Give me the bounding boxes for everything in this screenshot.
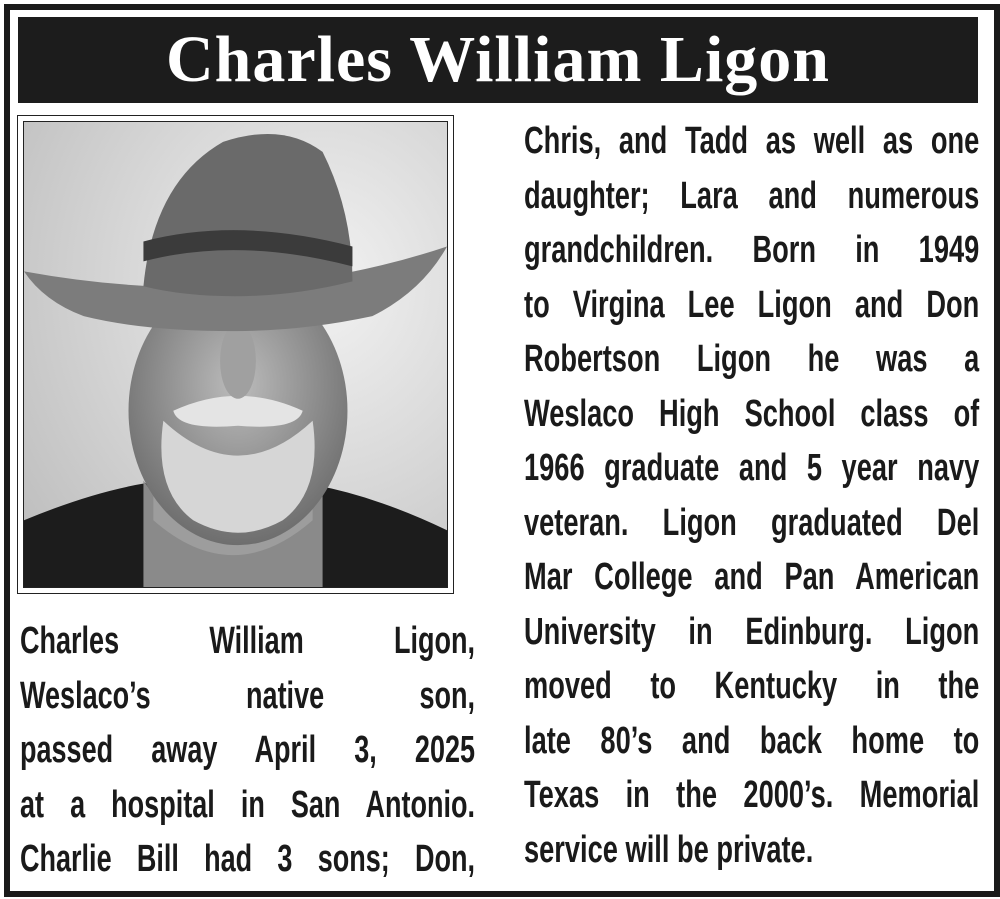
text-line: Charlie Bill had 3 sons; Don,: [20, 838, 476, 880]
text-line: Charles William Ligon,: [20, 620, 476, 662]
text-line: Mar College and Pan American: [524, 556, 980, 598]
obituary-text-right-column: [524, 114, 979, 877]
title-banner: [18, 17, 978, 103]
text-line: veteran. Ligon graduated Del: [524, 501, 980, 544]
portrait-photo: [23, 121, 448, 588]
text-line: moved to Kentucky in the: [524, 665, 980, 707]
text-line: University in Edinburg. Ligon: [524, 610, 980, 653]
portrait-photo-icon: [24, 122, 447, 587]
text-line: Chris, and Tadd as well as one: [524, 120, 980, 162]
photo-frame: [17, 115, 454, 594]
text-line: 1966 graduate and 5 year navy: [524, 447, 980, 489]
text-line: at a hospital in San Antonio.: [20, 783, 476, 826]
text-line: to Virgina Lee Ligon and Don: [524, 283, 980, 326]
text-line: daughter; Lara and numerous: [524, 174, 980, 217]
text-line: Robertson Ligon he was a: [524, 338, 980, 380]
text-line: Weslaco’s native son,: [20, 674, 476, 717]
obituary-text-left-column: [20, 614, 475, 887]
text-line: grandchildren. Born in 1949: [524, 229, 980, 271]
text-line: service will be private.: [524, 828, 814, 871]
text-line: late 80’s and back home to: [524, 719, 980, 762]
text-line: Weslaco High School class of: [524, 392, 980, 435]
text-line: passed away April 3, 2025: [20, 729, 476, 771]
text-line: Texas in the 2000’s. Memorial: [524, 774, 980, 816]
obituary-title: Charles William Ligon: [166, 23, 830, 96]
